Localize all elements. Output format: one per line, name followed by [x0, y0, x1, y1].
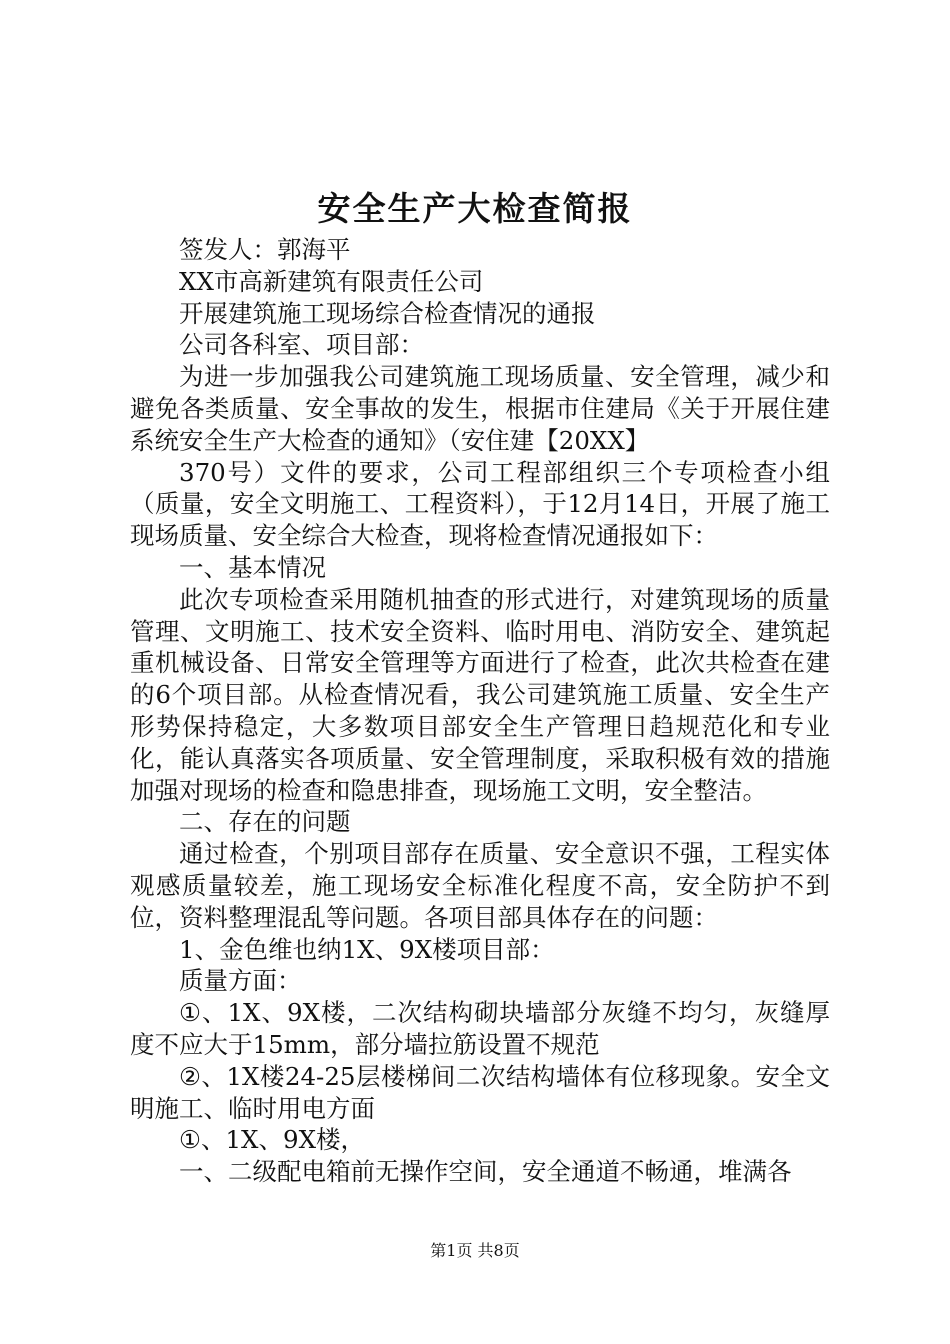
safety-item-1: ①、1X、9X楼， — [179, 1125, 366, 1155]
document-title: 安全生产大检查简报 — [317, 189, 633, 228]
page-number: 第1页 共8页 — [430, 1241, 520, 1260]
paragraph-intro: 为进一步加强我公司建筑施工现场质量、安全管理，减少和避免各类质量、安全事故的发生，根据市住建局《关于开展住建系统安全生产大检查的通知》（安住建【20XX】 — [130, 362, 830, 455]
company-name: XX市高新建筑有限责任公司 — [179, 266, 484, 296]
notice-subject: 开展建筑施工现场综合检查情况的通报 — [179, 298, 596, 328]
quality-item-1: ①、1X、9X楼，二次结构砌块墙部分灰缝不均匀，灰缝厚度不应大于15mm，部分墙拉筋设置不规范 — [130, 998, 830, 1059]
section-heading-basic-situation: 一、基本情况 — [179, 552, 326, 582]
quality-heading: 质量方面： — [179, 966, 302, 996]
issuer-line: 签发人：郭海平 — [179, 235, 351, 264]
safety-item-1-detail: 一、二级配电箱前无操作空间，安全通道不畅通，堆满各 — [179, 1157, 792, 1187]
recipients: 公司各科室、项目部： — [179, 330, 424, 360]
section-heading-problems: 二、存在的问题 — [179, 807, 351, 837]
paragraph-basic-situation: 此次专项检查采用随机抽查的形式进行，对建筑现场的质量管理、文明施工、技术安全资料、临时用电、消防安全、建筑起重机械设备、日常安全管理等方面进行了检查，此次共检查在建的6个项目部。从检查情况看，我公司建筑施工质量、安全生产形势保持稳定，大多数项目部安全生产管理日趋规范化和专业化，能认真落实各项质量、安全管理制度，采取积极有效的措施加强对现场的检查和隐患排查，现场施工文明，安全整洁。 — [130, 584, 830, 805]
paragraph-intro-continued: 370号）文件的要求，公司工程部组织三个专项检查小组（质量，安全文明施工、工程资料），于12月14日，开展了施工现场质量、安全综合大检查，现将检查情况通报如下： — [130, 457, 830, 551]
paragraph-problems: 通过检查，个别项目部存在质量、安全意识不强，工程实体观感质量较差，施工现场安全标准化程度不高，安全防护不到位，资料整理混乱等问题。各项目部具体存在的问题： — [130, 839, 830, 932]
project-heading: 1、金色维也纳1X、9X楼项目部： — [179, 934, 555, 964]
document-body — [130, 234, 830, 1188]
quality-item-2: ②、1X楼24-25层楼梯间二次结构墙体有位移现象。安全文明施工、临时用电方面 — [130, 1061, 830, 1123]
